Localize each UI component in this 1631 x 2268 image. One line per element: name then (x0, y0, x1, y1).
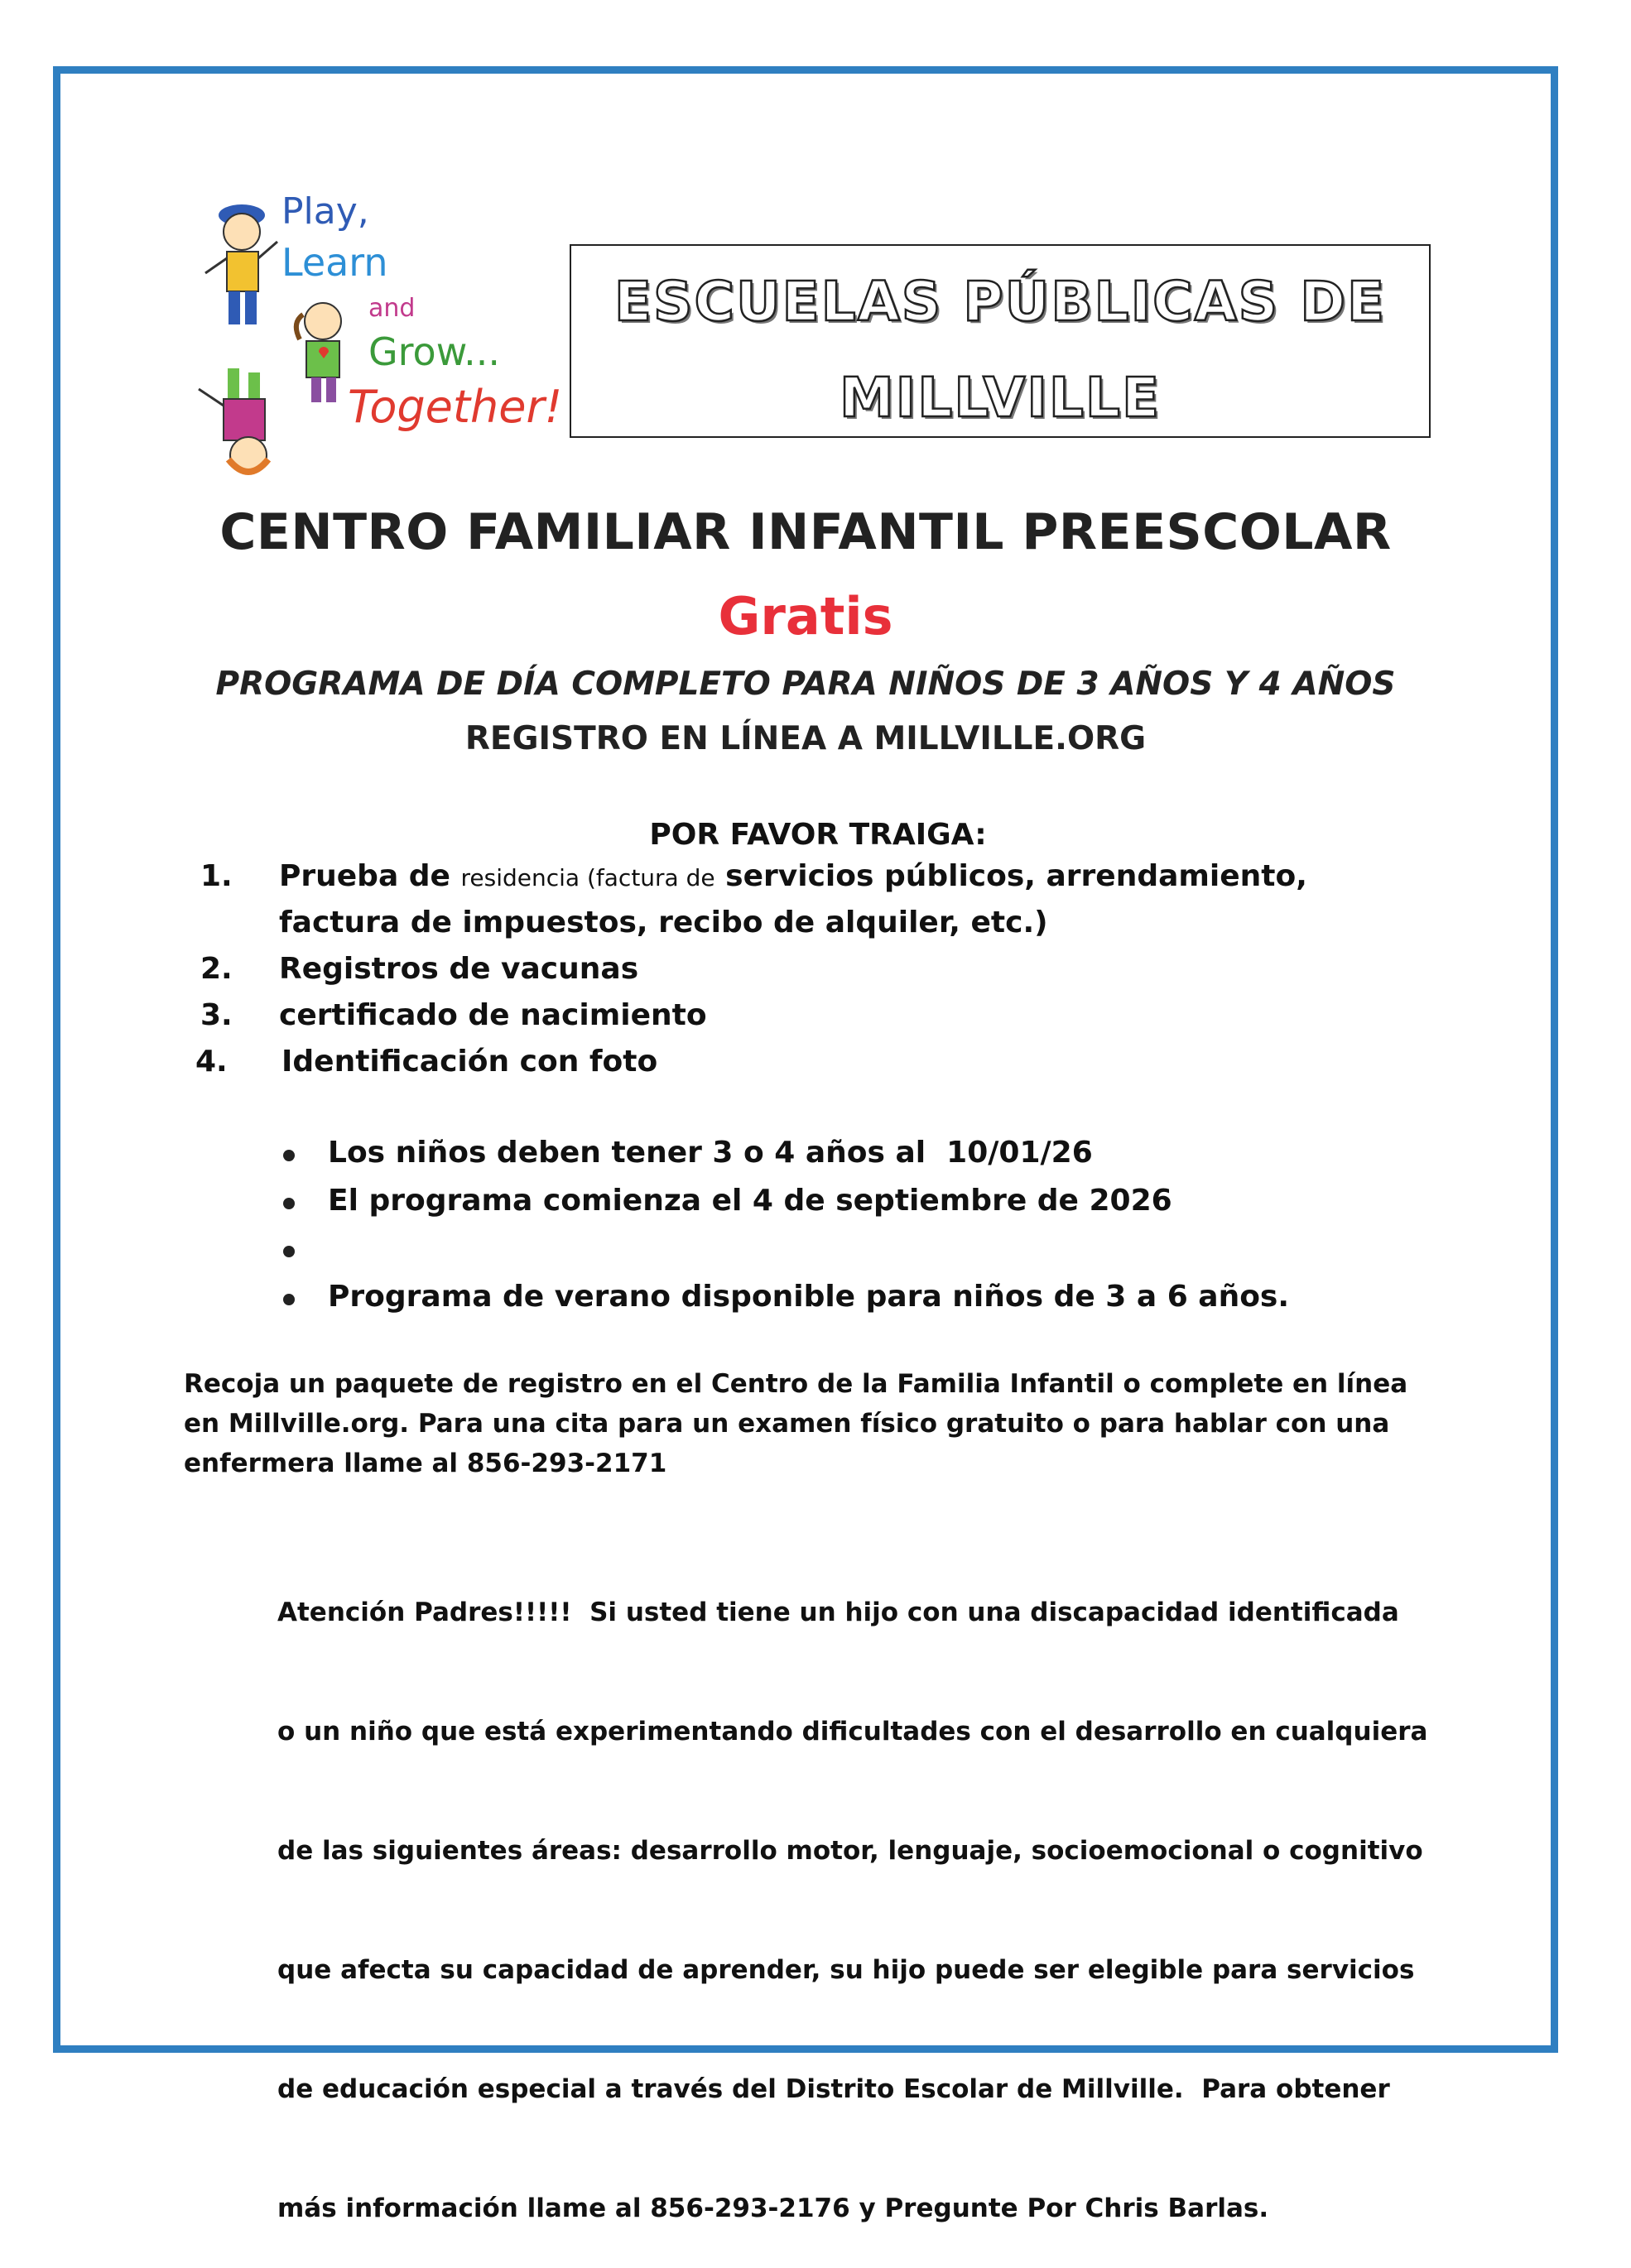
play-learn-grow-logo (190, 182, 563, 497)
list-item-1 (279, 859, 1307, 893)
logo-word-play: Play, (281, 190, 369, 233)
list-item-2: Registros de vacunas (279, 952, 639, 986)
bullet-dot (283, 1294, 295, 1305)
paragraph-line: de educación especial a través del Distrito Escolar de Millville. Para obtener (277, 2074, 1390, 2104)
logo-word-grow: Grow... (368, 329, 500, 374)
center-heading: CENTRO FAMILIAR INFANTIL PREESCOLAR (219, 503, 1392, 561)
paragraph-line: o un niño que está experimentando dificultades con el desarrollo en cualquiera (277, 1717, 1428, 1747)
registration-paragraph (184, 1364, 1407, 1483)
registration-line: REGISTRO EN LÍNEA A MILLVILLE.ORG (464, 720, 1147, 757)
list-item-4: Identificación con foto (281, 1045, 658, 1079)
bullet-summer: Programa de verano disponible para niños de 3 a 6 años. (328, 1280, 1290, 1314)
list-number: 1. (200, 859, 233, 893)
paragraph-line: más información llame al 856-293-2176 y Pregunte Por Chris Barlas. (277, 2194, 1269, 2223)
list-number: 3. (200, 998, 233, 1032)
bullet-age: Los niños deben tener 3 o 4 años al 10/01/26 (328, 1136, 1093, 1170)
list-number: 2. (200, 952, 233, 986)
list-item-3: certificado de nacimiento (279, 998, 707, 1032)
paragraph-line: que afecta su capacidad de aprender, su hijo puede ser elegible para servicios (277, 1955, 1415, 1985)
list-item-1-c: servicios públicos, arrendamiento, (725, 859, 1307, 893)
list-item-1-continued: factura de impuestos, recibo de alquiler, etc.) (279, 906, 1048, 939)
paragraph-line: enfermera llame al 856-293-2171 (184, 1449, 667, 1478)
bullet-dot (283, 1246, 295, 1257)
logo-word-and: and (368, 294, 416, 323)
paragraph-line: de las siguientes áreas: desarrollo motor, lenguaje, socioemocional o cognitivo (277, 1836, 1423, 1866)
paragraph-line: en Millville.org. Para una cita para un examen físico gratuito o para hablar con una (184, 1409, 1390, 1439)
bullet-dot (283, 1150, 295, 1161)
logo-word-learn: Learn (281, 240, 388, 285)
free-label: Gratis (718, 586, 893, 646)
bring-heading: POR FAVOR TRAIGA: (649, 818, 987, 852)
logo-word-together: Together! (348, 381, 563, 433)
title-box (570, 244, 1431, 438)
paragraph-line: Recoja un paquete de registro en el Centro de la Familia Infantil o complete en línea (184, 1369, 1408, 1399)
title-line-1: ESCUELAS PÚBLICAS DE (613, 270, 1387, 334)
bullet-start-date: El programa comienza el 4 de septiembre de 2026 (328, 1184, 1172, 1218)
program-subtitle: PROGRAMA DE DÍA COMPLETO PARA NIÑOS DE 3 AÑOS Y 4 AÑOS (215, 666, 1396, 703)
paragraph-line: Atención Padres!!!!! Si usted tiene un hijo con una discapacidad identificada (277, 1598, 1399, 1627)
title-line-2: MILLVILLE (839, 366, 1162, 430)
list-item-1-a: Prueba de (279, 859, 450, 893)
list-number: 4. (195, 1045, 228, 1079)
bullet-dot (283, 1198, 295, 1209)
parents-attention-paragraph (277, 1513, 1427, 2268)
list-item-1-b: residencia (factura de (460, 864, 715, 891)
